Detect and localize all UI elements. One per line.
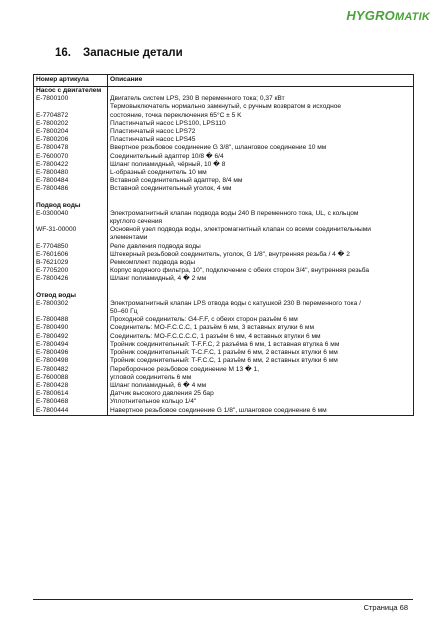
article-number: WF-31-00000 [34,226,108,234]
part-description: Соединитель: MO-F.C.C.C.C, 1 разъём 6 мм, 4 вставных втулки 6 мм [108,333,414,341]
part-description: Шланг полиамидный, 6 � 4 мм [108,382,414,390]
part-description: Соединительный адаптер 10/8 � 6/4 [108,153,414,161]
table-row [34,275,414,283]
column-header-number: Номер артикула [34,75,108,87]
article-number: E-0300040 [34,210,108,218]
table-row [34,398,414,406]
table-row [34,226,414,234]
article-number: E-7800484 [34,177,108,185]
part-description: Проходной соединитель: G4-F.F, с обеих сторон разъём 6 мм [108,316,414,324]
part-description: элементами [108,234,414,242]
article-number: E-7800478 [34,144,108,152]
article-number: E-7800490 [34,324,108,332]
part-description: 50–60 Гц [108,308,414,316]
article-number: E-7800428 [34,382,108,390]
table-row [34,357,414,365]
article-number: E-7800480 [34,169,108,177]
table-body [34,87,414,416]
table-row [34,153,414,161]
article-number: E-7800492 [34,333,108,341]
article-number: E-7704872 [34,112,108,120]
part-description: Пластинчатый насос LPS45 [108,136,414,144]
column-header-description: Описание [108,75,414,87]
part-description: Тройник соединительный: T-C.F.C, 1 разъём 6 мм, 2 вставных втулки 6 мм [108,349,414,357]
article-number [34,103,108,111]
group-header-row [34,292,414,300]
table-row [34,112,414,120]
article-number [34,234,108,242]
article-number: E-7601606 [34,251,108,259]
table-row [34,390,414,398]
part-description: Вставной соединительный адаптер, 8/4 мм [108,177,414,185]
part-description: Термовыключатель нормально замкнутый, с ручным возвратом в исходное [108,103,414,111]
article-number: E-7800202 [34,120,108,128]
article-number: E-7600070 [34,153,108,161]
part-description: Тройник соединительный: T-F.C.C, 1 разъём 6 мм, 2 вставных втулки 6 мм [108,357,414,365]
footer-rule [33,599,413,600]
group-spacer-row [34,194,414,202]
article-number: E-7800206 [34,136,108,144]
part-description: Уплотнительное кольцо 1/4" [108,398,414,406]
table-row [34,161,414,169]
table-row [34,324,414,332]
group-title: Насос с двигателем [34,87,108,96]
group-header-row [34,87,414,96]
hygromatik-logo: HYGROMATIK [346,8,430,23]
table-row [34,341,414,349]
table-row [34,120,414,128]
group-title: Отвод воды [34,292,108,300]
spare-parts-table [33,74,414,416]
part-description: Шланг полиамидный, 4 � 2 мм [108,275,414,283]
part-description: Переборочное резьбовое соединение M 13 � 1, [108,366,414,374]
article-number: E-7800100 [34,95,108,103]
section-heading [55,47,183,59]
part-description: Электромагнитный клапан LPS отвода воды с катушкой 230 В переменного тока / [108,300,414,308]
article-number [34,218,108,226]
part-description: Ввертное резьбовое соединение G 3/8", шланговое соединение 10 мм [108,144,414,152]
article-number: E-7800482 [34,366,108,374]
table-row [34,366,414,374]
part-description: Электромагнитный клапан подвода воды 240 В переменного тока, UL, с кольцом [108,210,414,218]
article-number: B-7621029 [34,259,108,267]
part-description: Реле давления подвода воды [108,243,414,251]
article-number: E-7800444 [34,407,108,416]
table-row [34,243,414,251]
table-row [34,185,414,193]
part-description: Пластинчатый насос LPS100, LPS110 [108,120,414,128]
group-header-row [34,202,414,210]
article-number: E-7705200 [34,267,108,275]
table-row [34,128,414,136]
article-number: E-7600088 [34,374,108,382]
article-number: E-7800488 [34,316,108,324]
article-number: E-7800422 [34,161,108,169]
table-row [34,407,414,416]
group-spacer-row [34,284,414,292]
part-description: круглого сечения [108,218,414,226]
article-number: E-7800426 [34,275,108,283]
part-description: Тройник соединительный: T-F.F.C, 2 разъёма 6 мм, 1 вставная втулка 6 мм [108,341,414,349]
group-title: Подвод воды [34,202,108,210]
section-number: 16. [55,47,71,59]
part-description: Ремкомплект подвода воды [108,259,414,267]
article-number: E-7800204 [34,128,108,136]
part-description: Датчик высокого давления 25 бар [108,390,414,398]
part-description: L-образный соединитель 10 мм [108,169,414,177]
article-number [34,308,108,316]
table-row [34,251,414,259]
section-title: Запасные детали [83,47,183,59]
article-number: E-7800468 [34,398,108,406]
article-number: E-7800486 [34,185,108,193]
table-row [34,144,414,152]
page-number: Страница 68 [363,603,408,612]
part-description: Шланг полиамидный, чёрный, 10 � 8 [108,161,414,169]
part-description: Соединитель: MO-F.C.C.C, 1 разъём 6 мм, 3 вставных втулки 6 мм [108,324,414,332]
part-description: состояние, точка переключения 65°C ± 5 K [108,112,414,120]
article-number: E-7800496 [34,349,108,357]
table-row [34,210,414,218]
part-description: Навертное резьбовое соединение G 1/8", шланговое соединение 6 мм [108,407,414,416]
article-number: E-7800498 [34,357,108,365]
part-description: Штекерный резьбовой соединитель, уголок, G 1/8", внутренняя резьба / 4 � 2 [108,251,414,259]
table-row [34,103,414,111]
table-row [34,374,414,382]
part-description: Двигатель систем LPS, 230 В переменного тока; 0,37 кВт [108,95,414,103]
article-number: E-7800302 [34,300,108,308]
table-row [34,267,414,275]
table-row [34,316,414,324]
article-number: E-7800494 [34,341,108,349]
article-number: E-7800614 [34,390,108,398]
part-description: Основной узел подвода воды, электромагнитный клапан со всеми соединительными [108,226,414,234]
table-row [34,169,414,177]
table-row [34,234,414,242]
table-row [34,300,414,308]
part-description: Корпус водяного фильтра, 10", подключение с обеих сторон 3/4", внутренняя резьба [108,267,414,275]
table-row [34,333,414,341]
article-number: E-7704850 [34,243,108,251]
table-row [34,382,414,390]
part-description: Вставной соединительный уголок, 4 мм [108,185,414,193]
part-description: угловой соединитель 6 мм [108,374,414,382]
part-description: Пластинчатый насос LPS72 [108,128,414,136]
table-header-row [34,75,414,87]
